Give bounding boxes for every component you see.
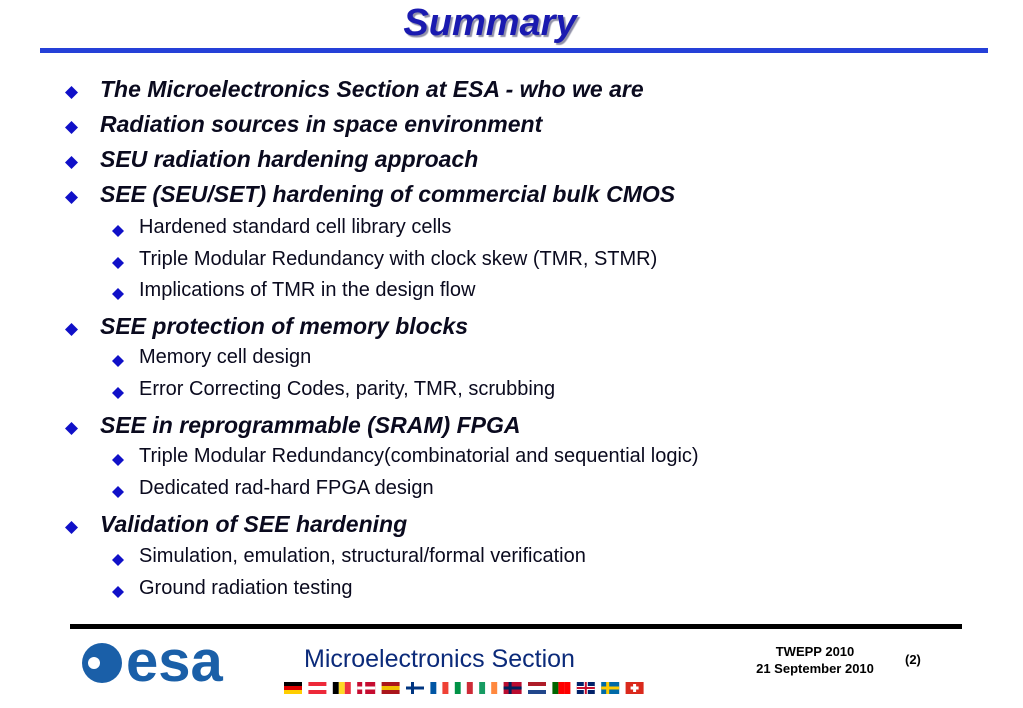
conference-name: TWEPP 2010 (775, 644, 855, 659)
list-item-text: Implications of TMR in the design flow (139, 279, 476, 301)
list-item-text: Triple Modular Redundancy(combinatorial and sequential logic) (139, 445, 699, 467)
diamond-bullet-icon (65, 86, 78, 99)
list-item-text: SEU radiation hardening approach (100, 146, 479, 172)
diamond-bullet-icon (112, 355, 124, 367)
slide-title: Summary (403, 2, 577, 44)
member-flags (284, 681, 646, 699)
diamond-bullet-icon (112, 387, 124, 399)
list-item-text: SEE in reprogrammable (SRAM) FPGA (100, 412, 521, 438)
diamond-bullet-icon (65, 156, 78, 169)
list-item-text: SEE (SEU/SET) hardening of commercial bulk CMOS (100, 181, 676, 207)
esa-logo-icon (82, 632, 282, 694)
diamond-bullet-icon (65, 521, 78, 534)
diamond-bullet-icon (112, 225, 124, 237)
diamond-bullet-icon (112, 586, 124, 598)
list-item-text: Error Correcting Codes, parity, TMR, scrubbing (139, 378, 556, 400)
diamond-bullet-icon (112, 288, 124, 300)
esa-logo-text: esa (126, 632, 223, 694)
diamond-bullet-icon (112, 454, 124, 466)
conference-info (740, 643, 890, 677)
conference-date: 21 September 2010 (756, 661, 874, 676)
title-rule (40, 48, 988, 53)
list-item-text: Hardened standard cell library cells (139, 216, 452, 238)
diamond-bullet-icon (65, 422, 78, 435)
section-name: Microelectronics Section (304, 645, 575, 673)
diamond-bullet-icon (112, 554, 124, 566)
list-item-text: Validation of SEE hardening (100, 511, 408, 537)
list-item-text: Ground radiation testing (139, 577, 353, 599)
diamond-bullet-icon (65, 121, 78, 134)
esa-logo (82, 632, 282, 699)
footer-rule (70, 624, 962, 629)
list-item-text: Simulation, emulation, structural/formal verification (139, 545, 586, 567)
member-state-flags-icon (284, 682, 646, 694)
list-item-text: Triple Modular Redundancy with clock skew (TMR, STMR) (139, 248, 658, 270)
list-item-text: Dedicated rad-hard FPGA design (139, 477, 434, 499)
list-item-text: SEE protection of memory blocks (100, 313, 469, 339)
list-item-text: The Microelectronics Section at ESA - who we are (100, 76, 644, 102)
diamond-bullet-icon (65, 323, 78, 336)
list-item-text: Radiation sources in space environment (100, 111, 543, 137)
page-number: (2) (905, 652, 921, 667)
diamond-bullet-icon (65, 191, 78, 204)
diamond-bullet-icon (112, 486, 124, 498)
list-item-text: Memory cell design (139, 346, 312, 368)
diamond-bullet-icon (112, 257, 124, 269)
